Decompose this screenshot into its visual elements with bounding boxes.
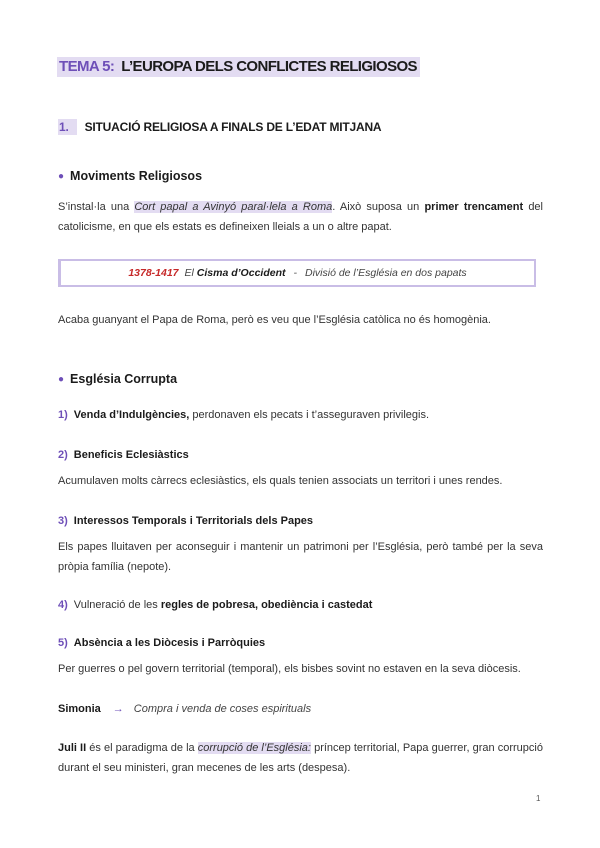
arrow-right-icon: → [112, 703, 124, 715]
list-item-2-desc: Acumulaven molts càrrecs eclesiàstics, els quals tenien associats un territori i unes rendes. [58, 475, 503, 487]
paragraph-juli [58, 738, 543, 778]
list-item-3 [58, 515, 313, 527]
bullet-icon: ● [58, 374, 65, 385]
heading-moviments-text: Moviments Religiosos [70, 169, 203, 183]
simonia-definition [58, 703, 311, 715]
text-run: és el paradigma de la [86, 742, 198, 754]
item-number: 2) [58, 449, 68, 461]
text-run: del catolicisme, en que els estats es defineixen lleials a un o altre papat. [58, 201, 543, 233]
list-item-5-desc: Per guerres o pel govern territorial (temporal), els bisbes sovint no estaven en la seva diòcesis. [58, 663, 521, 675]
title-number: TEMA 5: [59, 58, 115, 75]
highlight-corrupcio: corrupció de l’Església: [197, 742, 311, 754]
item-title: Absència a les Diòcesis i Parròquies [73, 637, 266, 649]
item-title: regles de pobresa, obediència i castedat [160, 599, 373, 611]
quote-box-cisma [58, 259, 536, 287]
quote-dash: - [293, 267, 297, 279]
quote-years: 1378-1417 [128, 267, 179, 279]
title-text: L’EUROPA DELS CONFLICTES RELIGIOSOS [121, 58, 417, 75]
section-heading-1 [58, 120, 381, 134]
item-rest: perdonaven els pecats i t’asseguraven privilegis. [189, 409, 430, 421]
text-run: príncep territorial, Papa guerrer, gran corrupció durant el seu ministeri, gran mecenes de les arts (despesa). [58, 742, 543, 774]
list-item-3-desc: Els papes lluitaven per aconseguir i mantenir un patrimoni per l’Església, però també per la seva pròpia família (nepote). [58, 541, 543, 573]
section-text: SITUACIÓ RELIGIOSA A FINALS DE L’EDAT MITJANA [84, 120, 382, 134]
page-number: 1 [536, 794, 541, 803]
item-number: 3) [58, 515, 68, 527]
simonia-def: Compra i venda de coses espirituals [133, 703, 312, 715]
item-title: Venda d’Indulgències, [73, 409, 190, 421]
simonia-term: Simonia [58, 703, 101, 715]
list-item-4 [58, 599, 372, 611]
bold-primer-trencament: primer trencament [424, 201, 524, 213]
item-number: 5) [58, 637, 68, 649]
highlight-cort-papal: Cort papal a Avinyó paral·lela a Roma [134, 201, 333, 213]
paragraph-moviments [58, 197, 543, 237]
text-run: S’instal·la una [58, 201, 135, 213]
quote-el: El [184, 267, 194, 279]
item-pre: Vulneració de les [73, 599, 161, 611]
item-number: 4) [58, 599, 68, 611]
quote-description: Divisió de l’Església en dos papats [305, 267, 467, 279]
list-item-2 [58, 449, 189, 461]
section-number: 1. [58, 119, 77, 135]
item-title: Interessos Temporals i Territorials dels Papes [73, 515, 314, 527]
item-number: 1) [58, 409, 68, 421]
heading-corrupta [58, 372, 177, 386]
document-title [57, 57, 420, 77]
text-run: . Això suposa un [332, 201, 425, 213]
heading-moviments [58, 169, 202, 183]
bullet-icon: ● [58, 171, 65, 182]
heading-corrupta-text: Església Corrupta [70, 372, 178, 386]
item-title: Beneficis Eclesiàstics [73, 449, 189, 461]
list-item-1 [58, 409, 429, 421]
juli-name: Juli II [58, 742, 87, 754]
list-item-5 [58, 637, 265, 649]
quote-cisma: Cisma d’Occident [196, 267, 286, 279]
paragraph-conclusion: Acaba guanyant el Papa de Roma, però es veu que l’Església catòlica no és homogènia. [58, 314, 491, 326]
